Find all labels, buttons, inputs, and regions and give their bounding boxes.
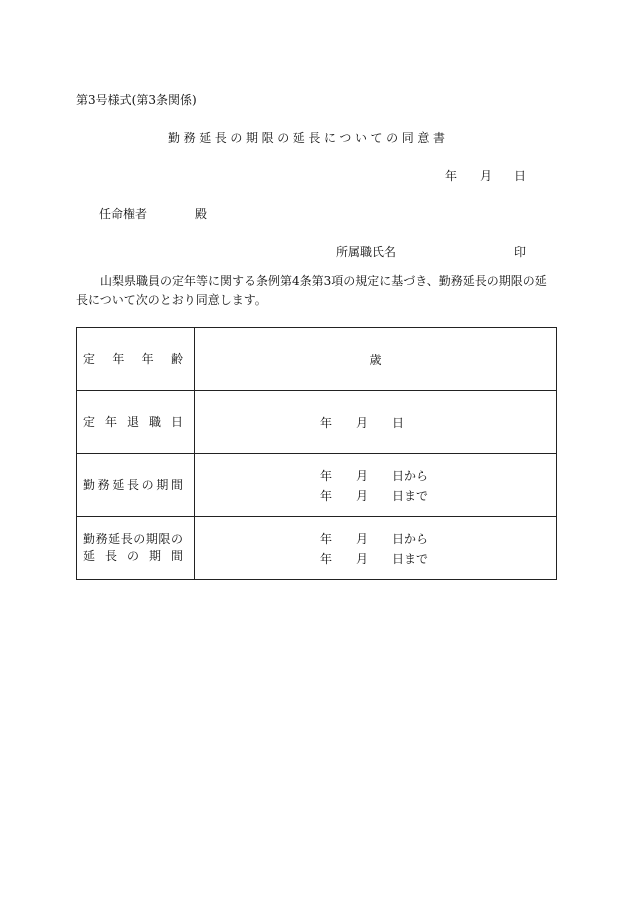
seal-label: 印 <box>514 245 527 259</box>
table-row-retirement-date <box>77 391 557 454</box>
form-number: 第3号様式(第3条関係) <box>76 93 197 107</box>
table-row-extension-of-extension <box>77 517 557 580</box>
extension-of-extension-to-line <box>195 548 556 568</box>
extension-period-from-line <box>195 465 556 485</box>
extension-of-extension-value-cell <box>195 517 557 580</box>
retirement-date-value-cell <box>195 391 557 454</box>
year-label: 年 <box>320 532 333 546</box>
retirement-date-label-cell <box>77 391 195 454</box>
extension-period-value-cell <box>195 454 557 517</box>
day-label: 日 <box>392 416 405 430</box>
extension-of-extension-label-line1: 勤務延長の期限の <box>83 532 183 546</box>
extension-period-to-line <box>195 485 556 505</box>
consent-statement: 山梨県職員の定年等に関する条例第4条第3項の規定に基づき、勤務延長の期限の延長について次のとおり同意します。 <box>76 274 547 307</box>
month-label: 月 <box>356 532 369 546</box>
day-until-label: 日まで <box>392 552 429 566</box>
extension-of-extension-label-line2: 延長の期間 <box>83 549 183 563</box>
table-row-retirement-age <box>77 328 557 391</box>
extension-period-label-cell <box>77 454 195 517</box>
addressee-suffix: 殿 <box>195 207 208 221</box>
month-label: 月 <box>356 469 369 483</box>
year-label: 年 <box>320 552 333 566</box>
day-from-label: 日から <box>392 469 429 483</box>
info-table <box>76 327 557 580</box>
addressee-label: 任命権者 <box>99 207 148 221</box>
retirement-date-line <box>195 412 556 432</box>
year-label: 年 <box>320 489 333 503</box>
retirement-age-label: 定年年齢 <box>83 351 183 366</box>
year-label: 年 <box>320 469 333 483</box>
day-until-label: 日まで <box>392 489 429 503</box>
document-title: 勤務延長の期限の延長についての同意書 <box>168 131 449 145</box>
day-from-label: 日から <box>392 532 429 546</box>
month-label: 月 <box>356 552 369 566</box>
date-month-label: 月 <box>480 169 493 183</box>
date-day-label: 日 <box>514 169 527 183</box>
retirement-age-value-cell <box>195 328 557 391</box>
table-row-extension-period <box>77 454 557 517</box>
age-unit-label: 歳 <box>369 352 382 367</box>
extension-of-extension-label-cell <box>77 517 195 580</box>
year-label: 年 <box>320 416 333 430</box>
date-year-label: 年 <box>445 169 458 183</box>
affiliation-name-label: 所属職氏名 <box>336 245 397 259</box>
retirement-date-label: 定年退職日 <box>83 414 183 429</box>
month-label: 月 <box>356 489 369 503</box>
month-label: 月 <box>356 416 369 430</box>
retirement-age-label-cell <box>77 328 195 391</box>
extension-period-label: 勤務延長の期間 <box>83 477 183 492</box>
extension-of-extension-from-line <box>195 528 556 548</box>
